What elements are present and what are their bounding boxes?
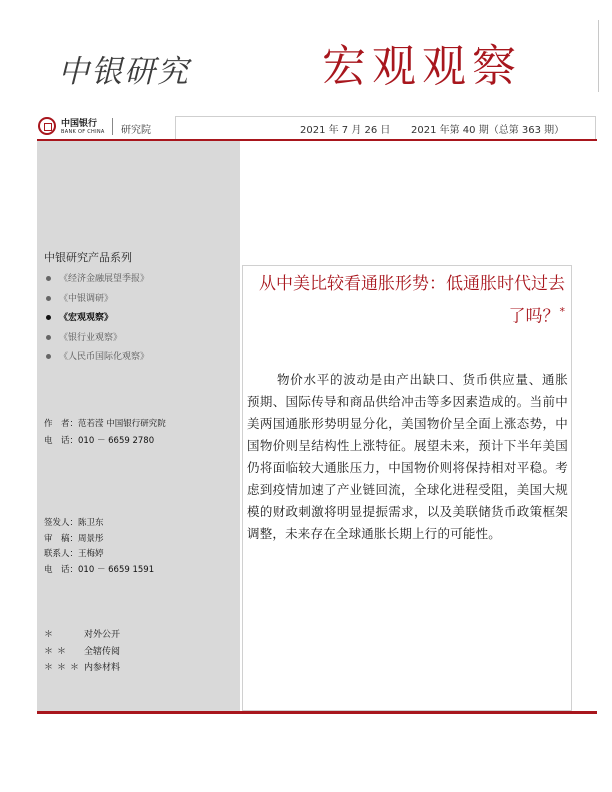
level-stars: ＊	[44, 630, 58, 640]
series-list	[44, 272, 149, 370]
footer-rule	[37, 711, 597, 714]
header-vertical-rule	[598, 20, 599, 92]
level-label: 对外公开	[84, 630, 121, 640]
issue-number: 2021 年第 40 期（总第 363 期）	[411, 125, 565, 136]
bullet-icon	[46, 335, 51, 340]
author-label: 作 者：	[44, 419, 79, 429]
phone2-value: 010 － 6659 1591	[78, 565, 155, 575]
bullet-icon	[46, 276, 51, 281]
phone2-label: 电 话：	[44, 565, 79, 575]
level-label: 全辖传阅	[84, 647, 121, 657]
bullet-icon	[46, 354, 51, 359]
brand-calligraphy: 中银研究	[58, 54, 190, 90]
bullet-icon	[46, 296, 51, 301]
series-item-label: 《经济金融展望季报》	[59, 274, 150, 284]
signer-row	[44, 516, 104, 528]
series-item-label: 《中银调研》	[59, 293, 114, 304]
series-item[interactable]	[44, 292, 149, 312]
institute-divider	[112, 118, 113, 135]
bank-of-china-logo-icon	[38, 117, 56, 135]
bank-name-cn: 中国银行	[61, 119, 98, 129]
phone-row	[44, 434, 154, 446]
level-row	[44, 644, 120, 657]
series-item-label: 《人民币国际化观察》	[59, 352, 150, 362]
reviewer-value: 周景彤	[78, 534, 104, 544]
reviewer-label: 审 稿：	[44, 534, 79, 544]
series-heading: 中银研究产品系列	[44, 251, 132, 264]
author-value: 范若滢 中国银行研究院	[78, 419, 166, 429]
series-item[interactable]	[44, 350, 149, 370]
series-item-label: 《银行业观察》	[59, 332, 123, 343]
contact-value: 王梅婷	[78, 549, 104, 559]
contact-row	[44, 547, 104, 559]
reviewer-row	[44, 532, 104, 544]
author-row	[44, 417, 166, 429]
article-title-text: 从中美比较看通胀形势：低通胀时代过去了吗？	[259, 274, 565, 327]
level-stars: ＊＊	[44, 647, 71, 657]
bullet-icon	[46, 315, 51, 320]
series-item-active[interactable]	[44, 311, 149, 331]
level-row	[44, 660, 120, 673]
level-row	[44, 627, 120, 640]
bank-name-en: BANK OF CHINA	[61, 129, 105, 135]
publication-title: 宏观观察	[322, 41, 522, 92]
series-item[interactable]	[44, 331, 149, 351]
signer-value: 陈卫东	[78, 518, 104, 528]
phone-label: 电 话：	[44, 436, 79, 446]
footnote-mark: *	[559, 305, 565, 318]
level-label: 内参材料	[84, 663, 121, 673]
issue-date: 2021 年 7 月 26 日	[300, 125, 391, 136]
series-item-label: 《宏观观察》	[59, 313, 114, 323]
signer-label: 签发人：	[44, 518, 79, 528]
phone-value: 010 － 6659 2780	[78, 436, 155, 446]
series-item[interactable]	[44, 272, 149, 292]
article-abstract: 物价水平的波动是由产出缺口、货币供应量、通胀预期、国际传导和商品供给冲击等多因素造成的。当前中美两国通胀形势明显分化，美国物价呈全面上涨态势，中国物价则呈结构性上涨特征。展望未来，预计下半年美国仍将面临较大通胀压力，中国物价则将保持相对平稳。考虑到疫情加速了产业链回流，全球化进程受阻，美国大规模的财政刺激将明显提振需求，以及美联储货币政策框架调整，未来存在全球通胀长期上行的可能性。	[247, 372, 568, 541]
level-stars: ＊＊＊	[44, 663, 84, 673]
contact-label: 联系人：	[44, 549, 79, 559]
institute-name: 研究院	[121, 125, 151, 136]
article-title	[252, 270, 565, 331]
phone2-row	[44, 563, 154, 575]
